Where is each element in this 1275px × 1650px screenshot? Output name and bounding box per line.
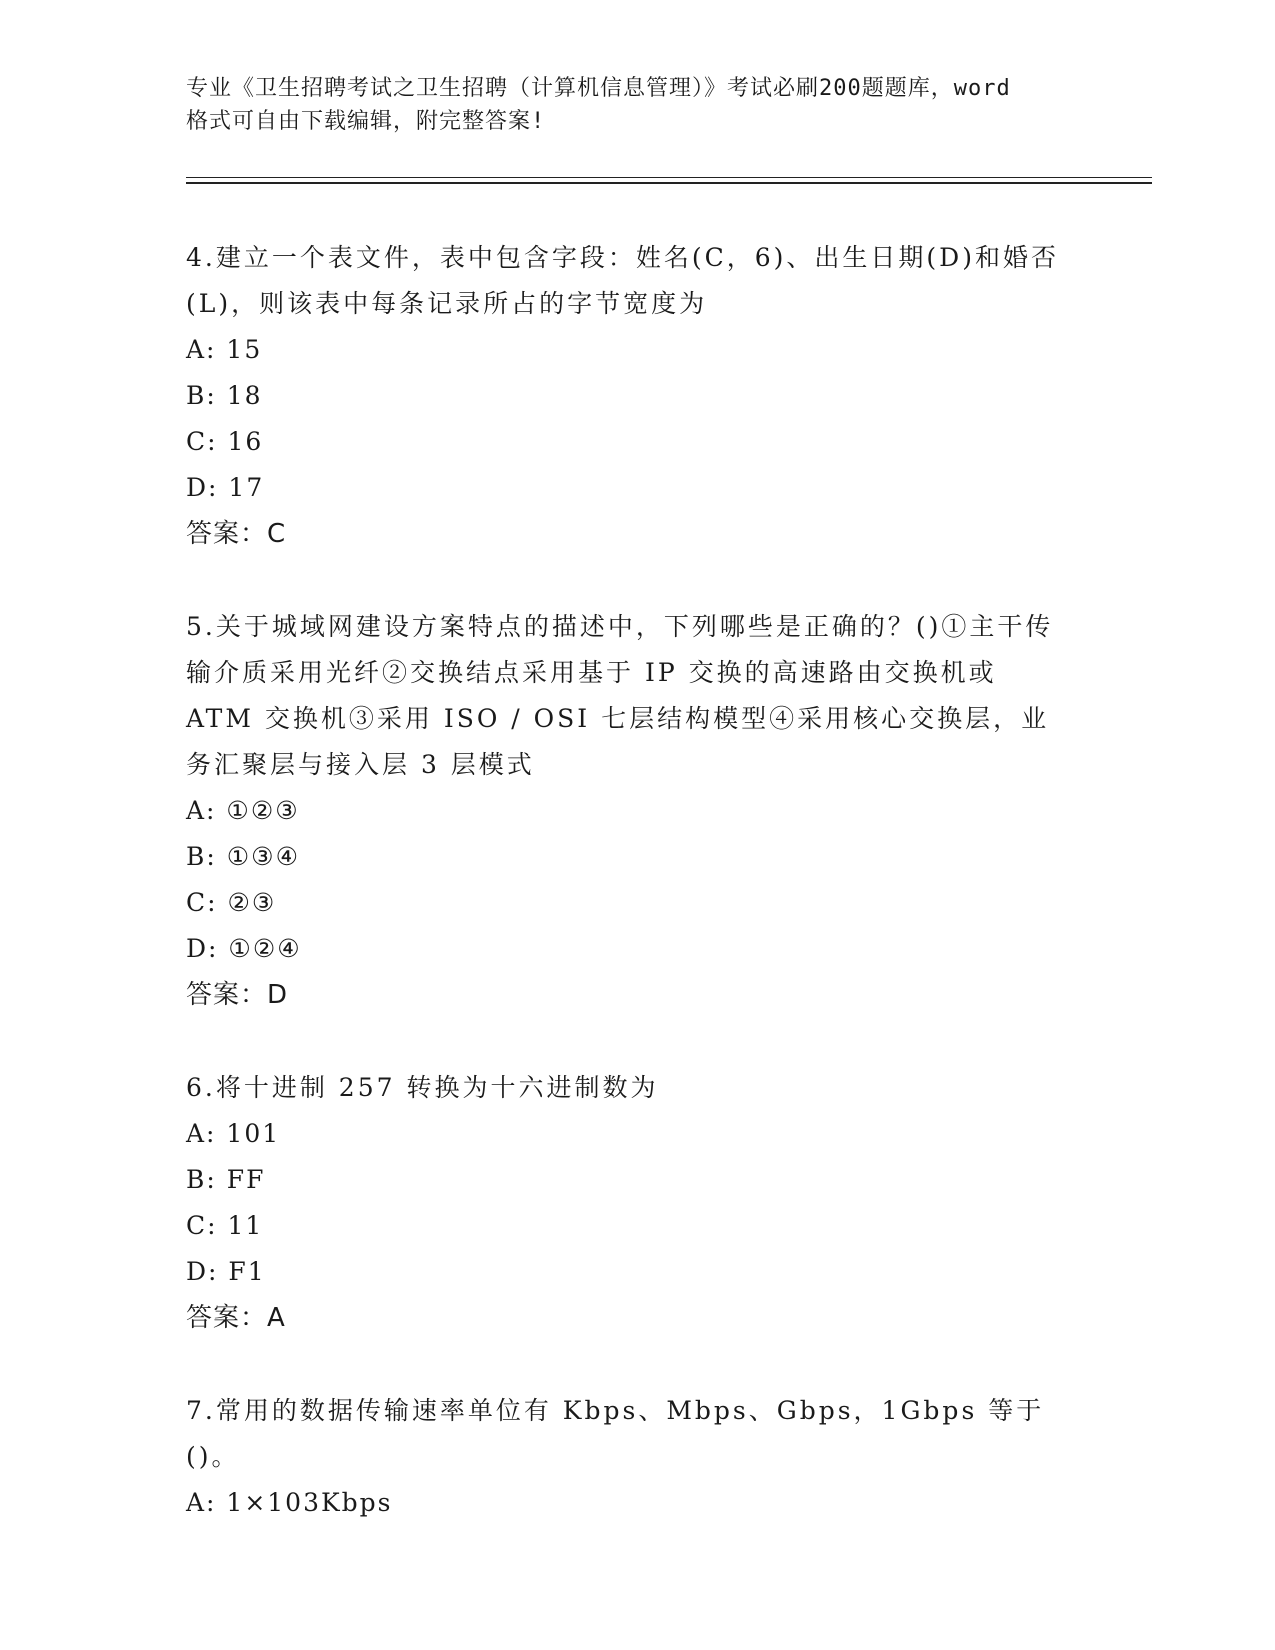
answer: 答案：C xyxy=(186,519,287,549)
option-c: C: ②③ xyxy=(186,888,277,917)
document-header xyxy=(186,72,1086,138)
option-d: D: ①②④ xyxy=(186,934,302,963)
option-a: A: 15 xyxy=(186,335,263,364)
question-list xyxy=(186,235,1066,1573)
question-4 xyxy=(186,235,1066,557)
question-text: 4.建立一个表文件，表中包含字段：姓名(C，6)、出生日期(D)和婚否(L)，则该表中每条记录所占的字节宽度为 xyxy=(186,243,1059,318)
question-7 xyxy=(186,1388,1066,1526)
option-a: A: ①②③ xyxy=(186,796,300,825)
option-a: A: 1×103Kbps xyxy=(186,1488,393,1517)
question-text: 6.将十进制 257 转换为十六进制数为 xyxy=(186,1073,659,1102)
option-d: D: F1 xyxy=(186,1257,266,1286)
question-text: 5.关于城域网建设方案特点的描述中，下列哪些是正确的？()①主干传输介质采用光纤②交换结点采用基于 IP 交换的高速路由交换机或 ATM 交换机③采用 ISO / OSI 七层结构模型④采用核心交换层，业务汇聚层与接入层 3 层模式 xyxy=(186,612,1054,779)
header-divider-thin xyxy=(186,177,1152,178)
option-b: B: ①③④ xyxy=(186,842,300,871)
option-a: A: 101 xyxy=(186,1119,281,1148)
option-d: D: 17 xyxy=(186,473,265,502)
question-6 xyxy=(186,1065,1066,1341)
question-text: 7.常用的数据传输速率单位有 Kbps、Mbps、Gbps，1Gbps 等于()。 xyxy=(186,1396,1045,1471)
header-line-2: 格式可自由下载编辑，附完整答案! xyxy=(186,109,546,134)
option-c: C: 11 xyxy=(186,1211,264,1240)
option-b: B: 18 xyxy=(186,381,263,410)
option-c: C: 16 xyxy=(186,427,264,456)
answer: 答案：A xyxy=(186,1303,286,1333)
answer: 答案：D xyxy=(186,980,289,1010)
header-divider-thick xyxy=(186,182,1152,184)
header-line-1: 专业《卫生招聘考试之卫生招聘（计算机信息管理）》考试必刷200题题库，word xyxy=(186,76,1011,101)
question-5 xyxy=(186,604,1066,1018)
option-b: B: FF xyxy=(186,1165,266,1194)
